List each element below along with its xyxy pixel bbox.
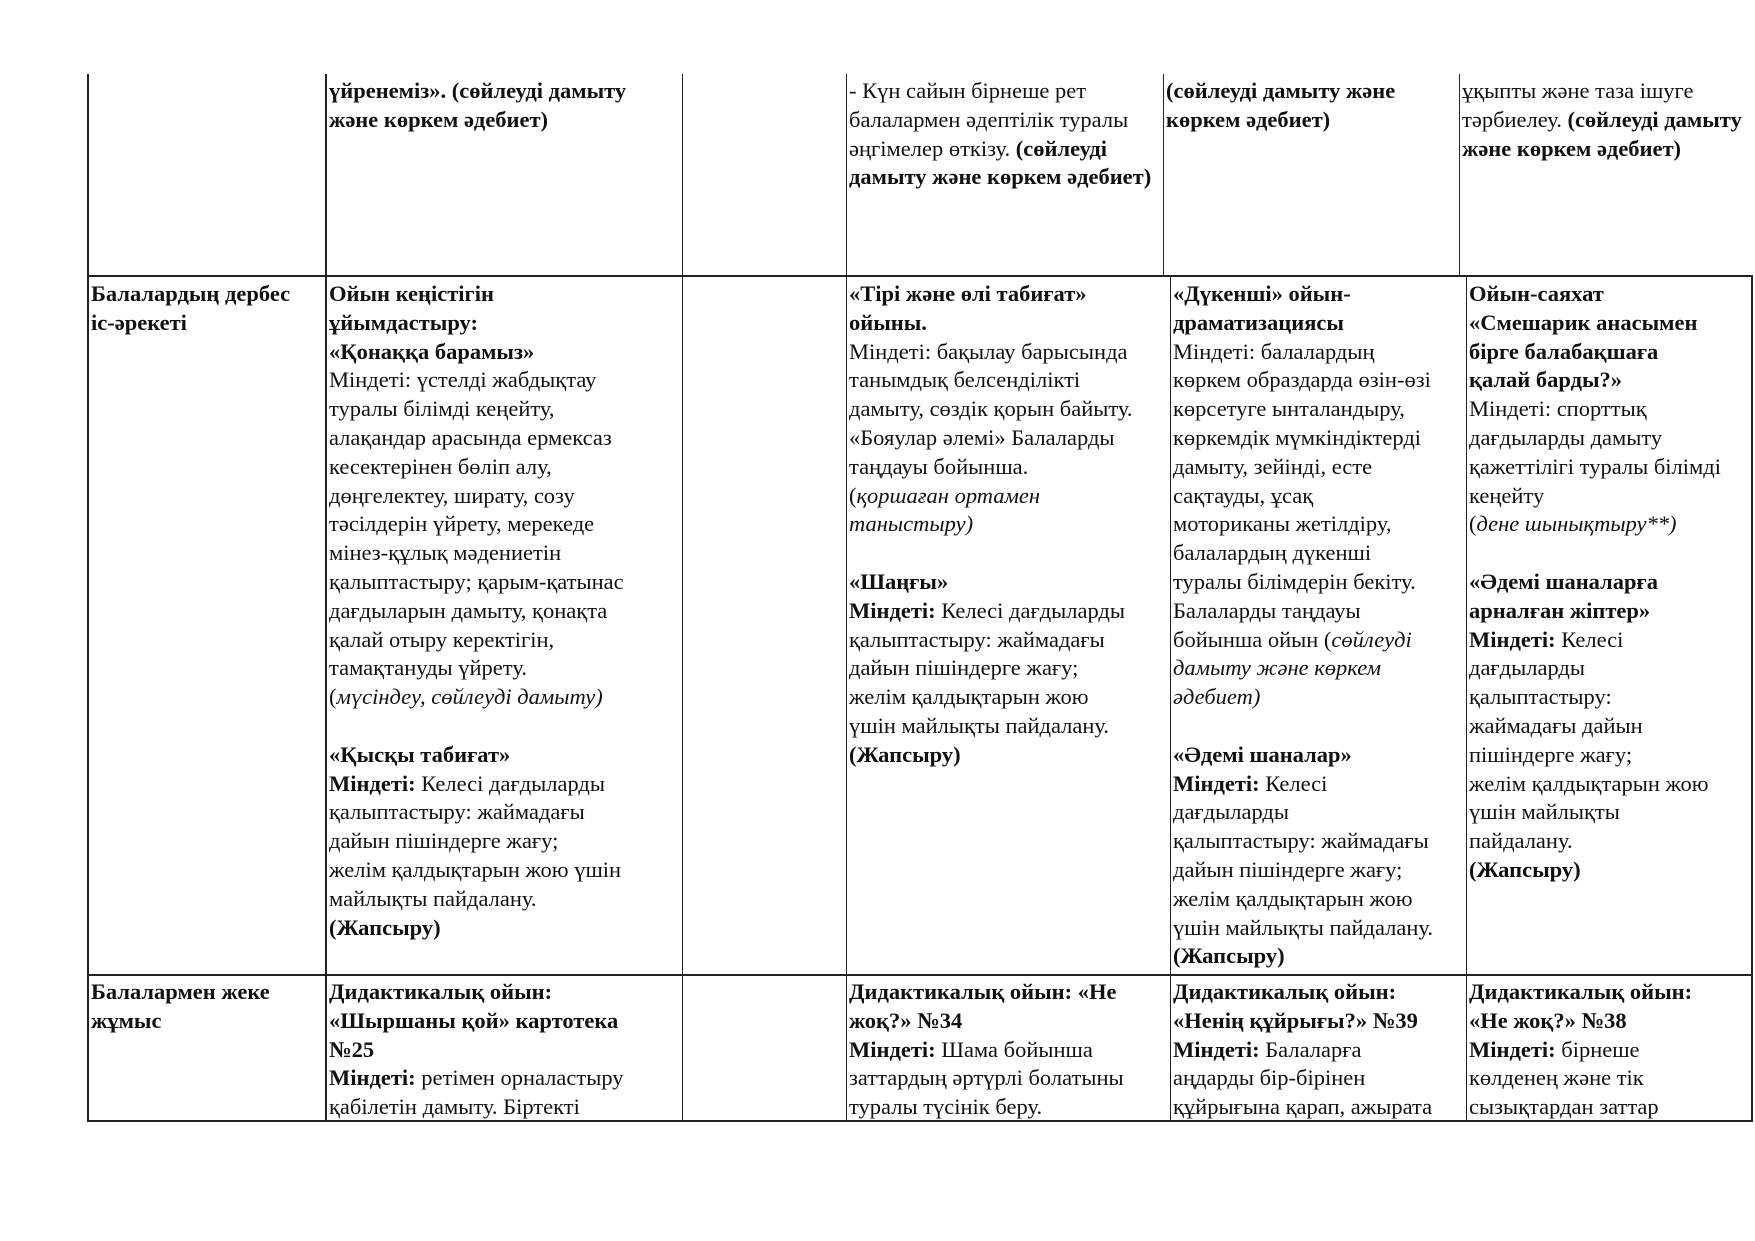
- text-line: [1469, 510, 1753, 539]
- text-line: [1469, 453, 1753, 482]
- text-run: қалай барды?»: [1469, 367, 1623, 393]
- text-run: және көркем әдебиет): [1462, 135, 1682, 161]
- text-run: Келесі: [1265, 770, 1328, 796]
- text-run: ұйымдастыру:: [329, 309, 479, 335]
- text-line: [1469, 654, 1753, 683]
- table-border-bottom: [87, 1120, 1753, 1122]
- text-run: жұмыс: [91, 1007, 162, 1033]
- text-run: жоқ?» №34: [849, 1007, 963, 1033]
- text-line: [1173, 712, 1463, 741]
- text-run: қалыптастыру:: [1469, 684, 1612, 710]
- text-run: көлденең және тік: [1469, 1065, 1644, 1091]
- text-line: [329, 106, 679, 135]
- text-run: дамыту, сөздік қорын байыту.: [849, 396, 1133, 422]
- text-run: (: [849, 482, 857, 508]
- text-line: [1173, 978, 1463, 1007]
- text-line: [849, 539, 1167, 568]
- text-line: [849, 1093, 1167, 1120]
- text-line: [1469, 978, 1749, 1007]
- text-line: [1173, 885, 1463, 914]
- text-run: қалыптастыру: жаймадағы: [329, 799, 585, 825]
- row2-col3-cell: [847, 978, 1169, 1120]
- text-run: пішіндерге жағу;: [1469, 741, 1633, 767]
- text-run: туралы білімдерін бекіту.: [1173, 568, 1416, 594]
- text-line: [1173, 453, 1463, 482]
- text-line: [1173, 827, 1463, 856]
- text-run: кесектерінен бөліп алу,: [329, 453, 552, 479]
- text-line: [1469, 338, 1753, 367]
- text-run: қалыптастыру: жаймадағы: [1173, 828, 1429, 854]
- text-run: «Шаңғы»: [849, 568, 949, 594]
- text-line: [849, 163, 1160, 192]
- text-run: дөңгелектеу, ширату, созу: [329, 482, 575, 508]
- text-run: бірге балабақшаға: [1469, 338, 1659, 364]
- text-run: драматизациясы: [1173, 309, 1344, 335]
- text-run: Келесі: [1561, 626, 1624, 652]
- text-run: Міндеті:: [849, 1036, 942, 1062]
- text-line: [849, 482, 1167, 511]
- text-run: бойынша ойын (: [1173, 626, 1332, 652]
- text-run: Міндеті: үстелді жабдықтау: [329, 367, 597, 393]
- text-run: Міндеті:: [329, 770, 422, 796]
- text-line: [91, 280, 323, 309]
- text-line: [1173, 1093, 1463, 1120]
- text-run: үйренеміз». (сөйлеуді дамыту: [329, 78, 627, 103]
- text-line: [849, 597, 1167, 626]
- text-line: [329, 453, 679, 482]
- text-line: [849, 741, 1167, 770]
- text-line: [1469, 597, 1753, 626]
- text-run: мінез-құлық мәдениетін: [329, 540, 562, 566]
- text-run: Дидактикалық ойын:: [1173, 979, 1397, 1004]
- text-line: [1469, 1007, 1749, 1036]
- text-run: құйрығына қарап, ажырата: [1173, 1094, 1433, 1120]
- text-run: қалыптастыру; қарым-қатынас: [329, 568, 624, 594]
- text-line: [329, 1093, 679, 1120]
- text-run: желім қалдықтарын жою: [849, 684, 1089, 710]
- text-run: дайын пішіндерге жағу;: [329, 828, 559, 854]
- text-run: Балалардың дербес: [91, 281, 291, 306]
- text-run: Ойын кеңістігін: [329, 281, 494, 306]
- text-run: (: [1469, 511, 1477, 537]
- text-run: танымдық белсенділікті: [849, 367, 1081, 393]
- text-run: кеңейту: [1469, 482, 1545, 508]
- text-run: «Не жоқ?» №38: [1469, 1007, 1627, 1033]
- text-line: [849, 626, 1167, 655]
- text-run: үшін майлықты пайдалану.: [849, 712, 1110, 738]
- row0-col3-cell: [847, 77, 1162, 273]
- text-run: желім қалдықтарын жою: [1469, 770, 1709, 796]
- row2-col5-cell: [1467, 978, 1751, 1120]
- text-line: [1173, 568, 1463, 597]
- table-border-col2: [682, 74, 683, 1122]
- text-run: дайын пішіндерге жағу;: [1173, 856, 1403, 882]
- row2-col4-cell: [1171, 978, 1465, 1120]
- row0-col5-cell: [1460, 77, 1755, 273]
- text-line: [1173, 597, 1463, 626]
- text-line: [329, 510, 679, 539]
- text-run: және көркем әдебиет): [329, 106, 549, 132]
- text-line: [849, 106, 1160, 135]
- text-run: қажеттілігі туралы білімді: [1469, 453, 1721, 479]
- text-line: [1173, 741, 1463, 770]
- text-line: [849, 309, 1167, 338]
- text-run: «Қысқы табиғат»: [329, 741, 511, 767]
- text-run: қабілетін дамыту. Біртекті: [329, 1094, 580, 1120]
- text-line: [329, 597, 679, 626]
- text-line: [1173, 856, 1463, 885]
- text-run: (сөйлеуді: [1015, 135, 1107, 161]
- row1-col4-cell: [1171, 280, 1465, 972]
- text-run: қалыптастыру: жаймадағы: [849, 626, 1105, 652]
- text-line: [1166, 106, 1456, 135]
- text-line: [849, 338, 1167, 367]
- text-run: (сөйлеуді дамыту: [1567, 106, 1742, 132]
- text-line: [329, 856, 679, 885]
- text-line: [1469, 568, 1753, 597]
- text-run: «Әдемі шаналарға: [1469, 568, 1658, 594]
- text-run: туралы түсінік беру.: [849, 1094, 1043, 1120]
- text-line: [329, 683, 679, 712]
- text-line: [329, 424, 679, 453]
- text-run: Шама бойынша: [941, 1036, 1093, 1062]
- text-run: (Жапсыру): [1469, 856, 1581, 882]
- text-run: тамақтануды үйрету.: [329, 655, 527, 681]
- text-run: сөйлеуді: [1331, 626, 1412, 652]
- text-line: [329, 395, 679, 424]
- text-run: аңдарды бір-бірінен: [1173, 1065, 1366, 1091]
- text-line: [1173, 1036, 1463, 1065]
- text-line: [1469, 712, 1753, 741]
- text-run: «Бояулар әлемі» Балаларды: [849, 424, 1115, 450]
- text-line: [1469, 1064, 1749, 1093]
- text-run: дамыту, зейінді, есте: [1173, 453, 1373, 479]
- text-line: [849, 683, 1167, 712]
- text-line: [91, 309, 323, 338]
- text-run: Келесі дағдыларды: [421, 770, 605, 796]
- text-run: дағдыларды: [1469, 655, 1585, 681]
- text-line: [329, 482, 679, 511]
- text-line: [329, 827, 679, 856]
- text-run: балалардың дүкенші: [1173, 540, 1372, 566]
- text-line: [329, 798, 679, 827]
- text-run: әдебиет): [1173, 684, 1261, 710]
- text-line: [329, 914, 679, 943]
- row2-col1-cell: [327, 978, 681, 1120]
- text-line: [1469, 827, 1753, 856]
- text-line: [1469, 366, 1753, 395]
- text-line: [849, 424, 1167, 453]
- row1-col3-cell: [847, 280, 1169, 972]
- text-run: арналған жіптер»: [1469, 597, 1651, 623]
- text-line: [329, 366, 679, 395]
- text-run: көркемдік мүмкіндіктерді: [1173, 424, 1422, 450]
- text-run: «Дүкенші» ойын-: [1173, 281, 1351, 306]
- text-run: Міндеті: балалардың: [1173, 338, 1375, 364]
- text-run: Міндеті: бақылау барысында: [849, 338, 1128, 364]
- text-run: балалармен әдептілік туралы: [849, 106, 1129, 132]
- text-line: [91, 978, 323, 1007]
- text-line: [849, 510, 1167, 539]
- text-line: [329, 77, 679, 106]
- text-run: дағдыларын дамыту, қонақта: [329, 597, 608, 623]
- text-run: (: [329, 684, 337, 710]
- text-line: [849, 395, 1167, 424]
- text-line: [329, 626, 679, 655]
- text-run: «Тірі және өлі табиғат»: [849, 281, 1087, 306]
- text-run: туралы білімді кеңейту,: [329, 396, 555, 422]
- text-run: «Смешарик анасымен: [1469, 309, 1698, 335]
- text-run: ретімен орналастыру: [421, 1065, 624, 1091]
- text-line: [849, 1007, 1167, 1036]
- text-run: дағдыларды: [1173, 799, 1289, 825]
- text-run: Міндеті:: [329, 1065, 422, 1091]
- text-line: [849, 978, 1167, 1007]
- text-run: пайдалану.: [1469, 828, 1573, 854]
- text-line: [1469, 626, 1753, 655]
- text-line: [1469, 856, 1753, 885]
- text-line: [849, 77, 1160, 106]
- text-line: [1469, 424, 1753, 453]
- text-run: (Жапсыру): [1173, 943, 1285, 969]
- text-line: [1173, 510, 1463, 539]
- text-run: желім қалдықтарын жою: [1173, 885, 1413, 911]
- text-line: [1173, 366, 1463, 395]
- row1-col5-cell: [1467, 280, 1755, 972]
- text-line: [1469, 1036, 1749, 1065]
- text-line: [329, 1064, 679, 1093]
- text-run: сақтауды, ұсақ: [1173, 482, 1314, 508]
- text-line: [329, 309, 679, 338]
- text-line: [329, 770, 679, 799]
- text-line: [1469, 1093, 1749, 1120]
- text-run: Міндеті:: [1469, 1036, 1562, 1062]
- text-run: «Шыршаны қой» картотека: [329, 1007, 619, 1033]
- text-run: Дидактикалық ойын:: [329, 979, 553, 1004]
- text-run: Дидактикалық ойын:: [1469, 979, 1693, 1004]
- text-line: [1462, 135, 1753, 164]
- text-run: үшін майлықты пайдалану.: [1173, 914, 1434, 940]
- row1-col1-cell: [327, 280, 681, 972]
- text-line: [329, 338, 679, 367]
- text-run: дайын пішіндерге жағу;: [849, 655, 1079, 681]
- text-line: [91, 1007, 323, 1036]
- text-line: [849, 366, 1167, 395]
- text-run: (сөйлеуді дамыту және: [1166, 78, 1396, 103]
- table-row-divider-2: [87, 974, 1753, 976]
- text-line: [1469, 741, 1753, 770]
- text-line: [1173, 338, 1463, 367]
- text-line: [1173, 280, 1463, 309]
- text-line: [329, 712, 679, 741]
- text-run: қалай отыру керектігін,: [329, 626, 555, 652]
- text-line: [1469, 770, 1753, 799]
- text-run: тәсілдерін үйрету, мерекеде: [329, 511, 595, 537]
- text-run: Балаларға: [1265, 1036, 1362, 1062]
- text-run: (Жапсыру): [849, 741, 961, 767]
- text-line: [849, 568, 1167, 597]
- text-line: [329, 539, 679, 568]
- text-line: [1469, 280, 1753, 309]
- text-run: үшін майлықты: [1469, 799, 1620, 825]
- text-line: [1173, 1064, 1463, 1093]
- text-line: [329, 280, 679, 309]
- text-line: [1166, 77, 1456, 106]
- text-line: [329, 978, 679, 1007]
- text-run: көрсетуге ынталандыру,: [1173, 396, 1405, 422]
- text-line: [1469, 309, 1753, 338]
- text-run: Міндеті: спорттық: [1469, 396, 1647, 422]
- row0-col4-cell: [1164, 77, 1458, 273]
- text-run: дағдыларды дамыту: [1469, 424, 1663, 450]
- text-run: майлықты пайдалану.: [329, 885, 537, 911]
- text-line: [329, 1036, 679, 1065]
- text-run: Дидактикалық ойын: «Не: [849, 979, 1117, 1004]
- text-run: заттардың әртүрлі болатыны: [849, 1065, 1124, 1091]
- text-line: [849, 712, 1167, 741]
- text-line: [1173, 683, 1463, 712]
- text-run: (Жапсыру): [329, 914, 441, 940]
- text-run: Балалармен жеке: [91, 979, 270, 1004]
- text-line: [1173, 1007, 1463, 1036]
- text-run: «Ненің құйрығы?» №39: [1173, 1007, 1418, 1033]
- text-line: [329, 741, 679, 770]
- text-line: [329, 1007, 679, 1036]
- text-run: Келесі дағдыларды: [941, 597, 1125, 623]
- table-row-divider-1: [87, 275, 1753, 277]
- text-line: [1173, 539, 1463, 568]
- text-run: «Әдемі шаналар»: [1173, 741, 1352, 767]
- text-run: мүсіндеу, сөйлеуді дамыту): [336, 684, 603, 710]
- text-run: желім қалдықтарын жою үшін: [329, 856, 622, 882]
- text-run: Міндеті:: [1173, 770, 1266, 796]
- text-run: тәрбиелеу.: [1462, 106, 1568, 132]
- text-run: жаймадағы дайын: [1469, 712, 1643, 738]
- text-line: [849, 654, 1167, 683]
- text-run: Балаларды таңдауы: [1173, 597, 1361, 623]
- text-run: моториканы жетілдіру,: [1173, 511, 1392, 537]
- text-run: көркем әдебиет): [1166, 106, 1331, 132]
- text-line: [1173, 798, 1463, 827]
- text-line: [1173, 424, 1463, 453]
- text-line: [1173, 309, 1463, 338]
- text-line: [1173, 626, 1463, 655]
- text-run: бірнеше: [1561, 1036, 1640, 1062]
- text-line: [1173, 770, 1463, 799]
- text-run: қоршаған ортамен: [856, 482, 1041, 508]
- text-run: Ойын-саяхат: [1469, 281, 1604, 306]
- text-line: [1173, 942, 1463, 971]
- text-line: [849, 280, 1167, 309]
- text-run: Міндеті:: [1173, 1036, 1266, 1062]
- text-line: [329, 568, 679, 597]
- text-run: дамыту және көркем: [1173, 655, 1381, 681]
- text-run: алақандар арасында ермексаз: [329, 424, 612, 450]
- text-line: [1173, 482, 1463, 511]
- text-run: №25: [329, 1036, 375, 1062]
- text-line: [1462, 77, 1753, 106]
- text-line: [849, 453, 1167, 482]
- text-run: сызықтардан заттар: [1469, 1094, 1659, 1120]
- text-run: «Қонаққа барамыз»: [329, 338, 535, 364]
- text-run: таныстыру): [849, 511, 974, 537]
- text-line: [849, 1036, 1167, 1065]
- text-line: [1469, 798, 1753, 827]
- text-run: көркем образдарда өзін-өзі: [1173, 367, 1431, 393]
- text-run: дене шынықтыру**): [1476, 511, 1677, 537]
- text-line: [1469, 539, 1753, 568]
- text-line: [1173, 395, 1463, 424]
- text-line: [1469, 482, 1753, 511]
- text-run: Міндеті:: [849, 597, 942, 623]
- text-run: дамыту және көркем әдебиет): [849, 164, 1152, 190]
- row1-label-cell: [89, 280, 325, 972]
- text-run: Міндеті:: [1469, 626, 1562, 652]
- text-line: [329, 654, 679, 683]
- text-line: [1173, 654, 1463, 683]
- text-line: [1469, 395, 1753, 424]
- text-line: [329, 885, 679, 914]
- text-line: [1462, 106, 1753, 135]
- text-run: іс-әрекеті: [91, 309, 187, 335]
- row2-label-cell: [89, 978, 325, 1120]
- text-line: [1173, 914, 1463, 943]
- text-run: ұқыпты және таза ішуге: [1462, 78, 1694, 103]
- text-run: әңгімелер өткізу.: [849, 135, 1016, 161]
- text-run: ойыны.: [849, 309, 927, 335]
- text-line: [849, 135, 1160, 164]
- text-line: [1469, 683, 1753, 712]
- text-run: - Күн сайын бірнеше рет: [849, 78, 1087, 103]
- text-line: [849, 1064, 1167, 1093]
- text-run: таңдауы бойынша.: [849, 453, 1029, 479]
- row0-col1-cell: [327, 77, 681, 273]
